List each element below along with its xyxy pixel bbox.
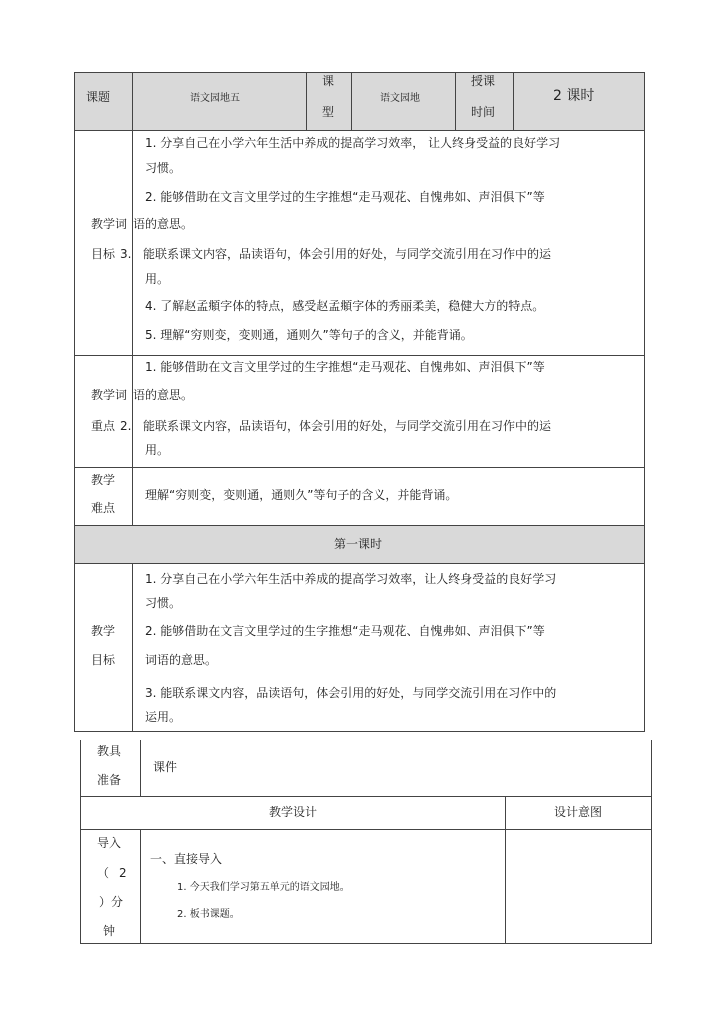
type-value: 语文园地	[380, 93, 420, 104]
difficulty-label-1: 教学	[91, 473, 116, 487]
topic-value: 语文园地五	[190, 93, 240, 104]
first-lesson-goals-label-2: 目标	[91, 653, 116, 667]
tools-value: 课件	[153, 760, 178, 774]
goals-label-1: 教学词	[91, 217, 128, 231]
first-lesson-goal-1-cont: 习惯。	[145, 596, 182, 610]
intro-step-2: 2. 板书课题。	[177, 909, 240, 920]
goal-item-1-cont: 习惯。	[145, 161, 182, 175]
goal-item-3-cont: 用。	[145, 272, 170, 286]
goals-label-2: 目标	[91, 247, 116, 261]
intro-step-1: 1. 今天我们学习第五单元的语文园地。	[177, 882, 350, 893]
goal-item-3: 能联系课文内容，品读语句，体会引用的好处，与同学交流引用在习作中的运	[143, 247, 552, 261]
intro-label-1: 导入	[97, 836, 122, 850]
goal-item-4: 4. 了解赵孟頫字体的特点，感受赵孟頫字体的秀丽柔美，稳健大方的特点。	[145, 299, 545, 313]
goal-item-1: 1. 分享自己在小学六年生活中养成的提高学习效率， 让人终身受益的良好学习	[145, 136, 561, 150]
key-point-1: 1. 能够借助在文言文里学过的生字推想“走马观花、自愧弗如、声泪俱下”等	[145, 360, 545, 374]
difficulty-text: 理解“穷则变，变则通，通则久”等句子的含义，并能背诵。	[145, 488, 458, 502]
first-lesson-goal-3-cont: 运用。	[145, 710, 182, 724]
intro-label-2a: （	[97, 866, 110, 880]
type-label-2: 型	[322, 105, 335, 119]
goal-item-2: 2. 能够借助在文言文里学过的生字推想“走马观花、自愧弗如、声泪俱下”等	[145, 190, 545, 204]
tools-label-1: 教具	[97, 744, 122, 758]
first-lesson-title: 第一课时	[334, 537, 383, 551]
hours-label-2: 时间	[471, 105, 496, 119]
goal-item-2-cont: 语的意思。	[133, 217, 194, 231]
hours-label-1: 授课	[471, 74, 496, 88]
topic-label: 课题	[86, 90, 111, 104]
key-point-2-number: 2.	[120, 419, 132, 433]
hours-value: 2 课时	[553, 88, 595, 104]
type-label-1: 课	[322, 74, 335, 88]
first-lesson-goal-1: 1. 分享自己在小学六年生活中养成的提高学习效率，让人终身受益的良好学习	[145, 572, 557, 586]
intro-label-3: ）分	[99, 895, 124, 909]
goal-item-5: 5. 理解“穷则变，变则通，通则久”等句子的含义，并能背诵。	[145, 328, 473, 342]
first-lesson-goal-2: 2. 能够借助在文言文里学过的生字推想“走马观花、自愧弗如、声泪俱下”等	[145, 624, 545, 638]
goal-item-3-number: 3.	[120, 247, 132, 261]
intro-label-2b: 2	[119, 866, 127, 880]
key-points-label-2: 重点	[91, 419, 116, 433]
difficulty-label-2: 难点	[91, 501, 116, 515]
first-lesson-goal-2-cont: 词语的意思。	[145, 653, 218, 667]
first-lesson-goal-3: 3. 能联系课文内容，品读语句，体会引用的好处，与同学交流引用在习作中的	[145, 686, 557, 700]
intro-heading: 一、直接导入	[150, 852, 223, 866]
tools-label-2: 准备	[97, 773, 122, 787]
key-point-1-cont: 语的意思。	[133, 388, 194, 402]
intent-column-header: 设计意图	[554, 805, 603, 819]
key-point-2-cont: 用。	[145, 443, 170, 457]
first-lesson-goals-label-1: 教学	[91, 624, 116, 638]
key-point-2: 能联系课文内容，品读语句，体会引用的好处，与同学交流引用在习作中的运	[143, 419, 552, 433]
intro-label-4: 钟	[103, 924, 116, 938]
key-points-label-1: 教学词	[91, 388, 128, 402]
design-column-header: 教学设计	[269, 805, 318, 819]
